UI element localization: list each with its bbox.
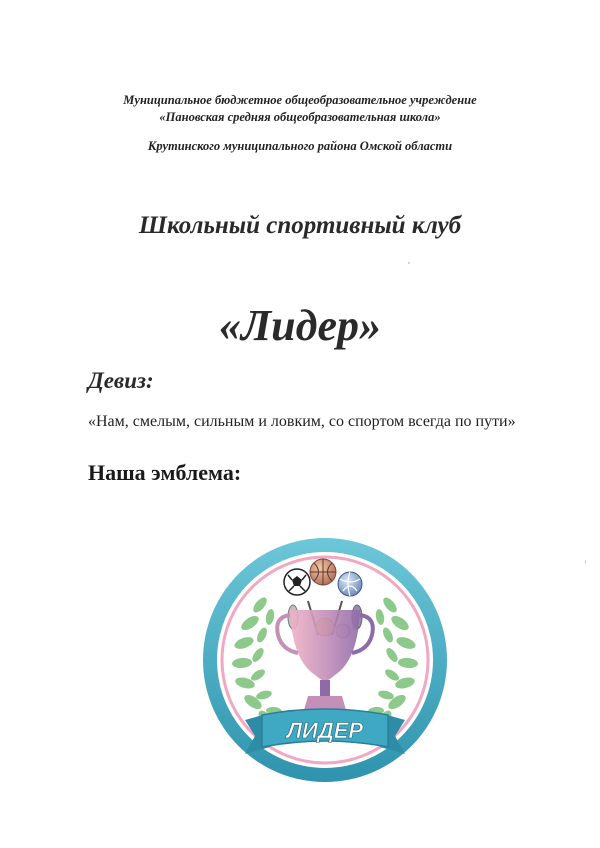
club-emblem-logo bbox=[200, 535, 450, 785]
institution-line-2: «Пановская средняя общеобразовательная школа» bbox=[159, 110, 441, 124]
emblem-banner-text: ЛИДЕР bbox=[286, 718, 364, 743]
soccer-ball-icon bbox=[284, 569, 310, 595]
motto-text: «Нам, смелым, сильным и ловким, со спортом всегда по пути» bbox=[88, 413, 516, 430]
scan-speck bbox=[408, 262, 410, 264]
institution-line-1: Муниципальное бюджетное общеобразовательное учреждение bbox=[123, 93, 477, 107]
club-type-title: Школьный спортивный клуб bbox=[138, 212, 462, 239]
club-name-title: «Лидер» bbox=[218, 301, 381, 350]
motto-heading: Девиз: bbox=[88, 368, 154, 393]
institution-line-3: Крутинского муниципального района Омской области bbox=[147, 139, 453, 153]
volleyball-icon bbox=[338, 572, 362, 596]
emblem-heading: Наша эмблема: bbox=[88, 460, 242, 485]
scan-speck bbox=[585, 560, 586, 564]
basketball-icon bbox=[310, 559, 336, 585]
